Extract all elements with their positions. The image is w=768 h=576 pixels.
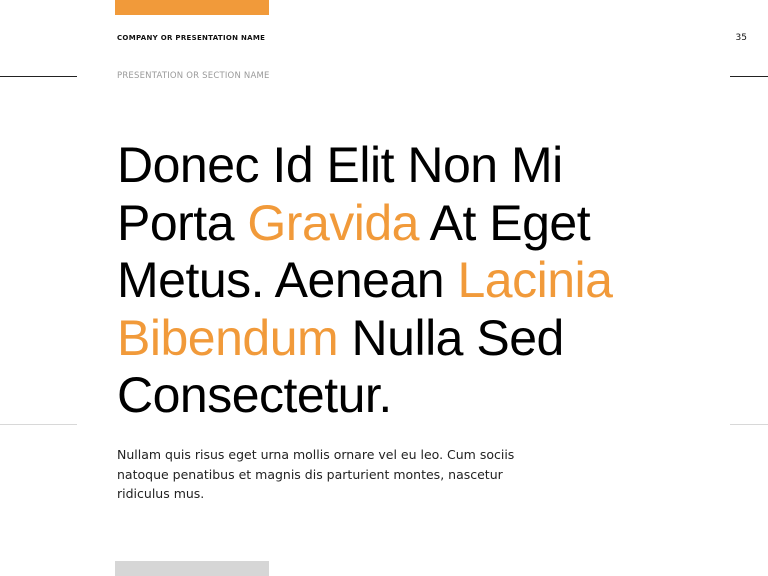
section-name: PRESENTATION OR SECTION NAME [117, 71, 270, 81]
body-paragraph: Nullam quis risus eget urna mollis ornare vel eu leo. Cum sociis natoque penatibus et magnis dis parturient montes, nascetur ridiculus mus. [117, 447, 515, 501]
page-number: 35 [735, 33, 747, 43]
headline-accent-word: Lacinia [457, 252, 613, 308]
headline-line [117, 252, 677, 310]
company-name: COMPANY OR PRESENTATION NAME [117, 34, 266, 42]
left-divider-bottom [0, 424, 77, 425]
headline-text: Nulla Sed [338, 309, 564, 366]
right-divider-bottom [730, 424, 768, 425]
headline [117, 137, 677, 425]
headline-text: Donec Id Elit Non Mi [117, 137, 563, 193]
right-divider-top [730, 76, 768, 77]
headline-text: Consectetur. [117, 367, 392, 423]
headline-accent-word: Bibendum [117, 309, 339, 366]
headline-line [117, 137, 677, 195]
accent-bar-top [115, 0, 269, 15]
headline-line [117, 310, 677, 368]
left-divider-top [0, 76, 77, 77]
headline-text: At Eget [418, 194, 591, 251]
headline-line [117, 367, 677, 425]
placeholder-bar-bottom [115, 561, 269, 576]
headline-line [117, 195, 677, 253]
headline-accent-word: Gravida [247, 194, 419, 251]
headline-text: Porta [117, 194, 248, 251]
headline-text: Metus. Aenean [117, 252, 458, 308]
